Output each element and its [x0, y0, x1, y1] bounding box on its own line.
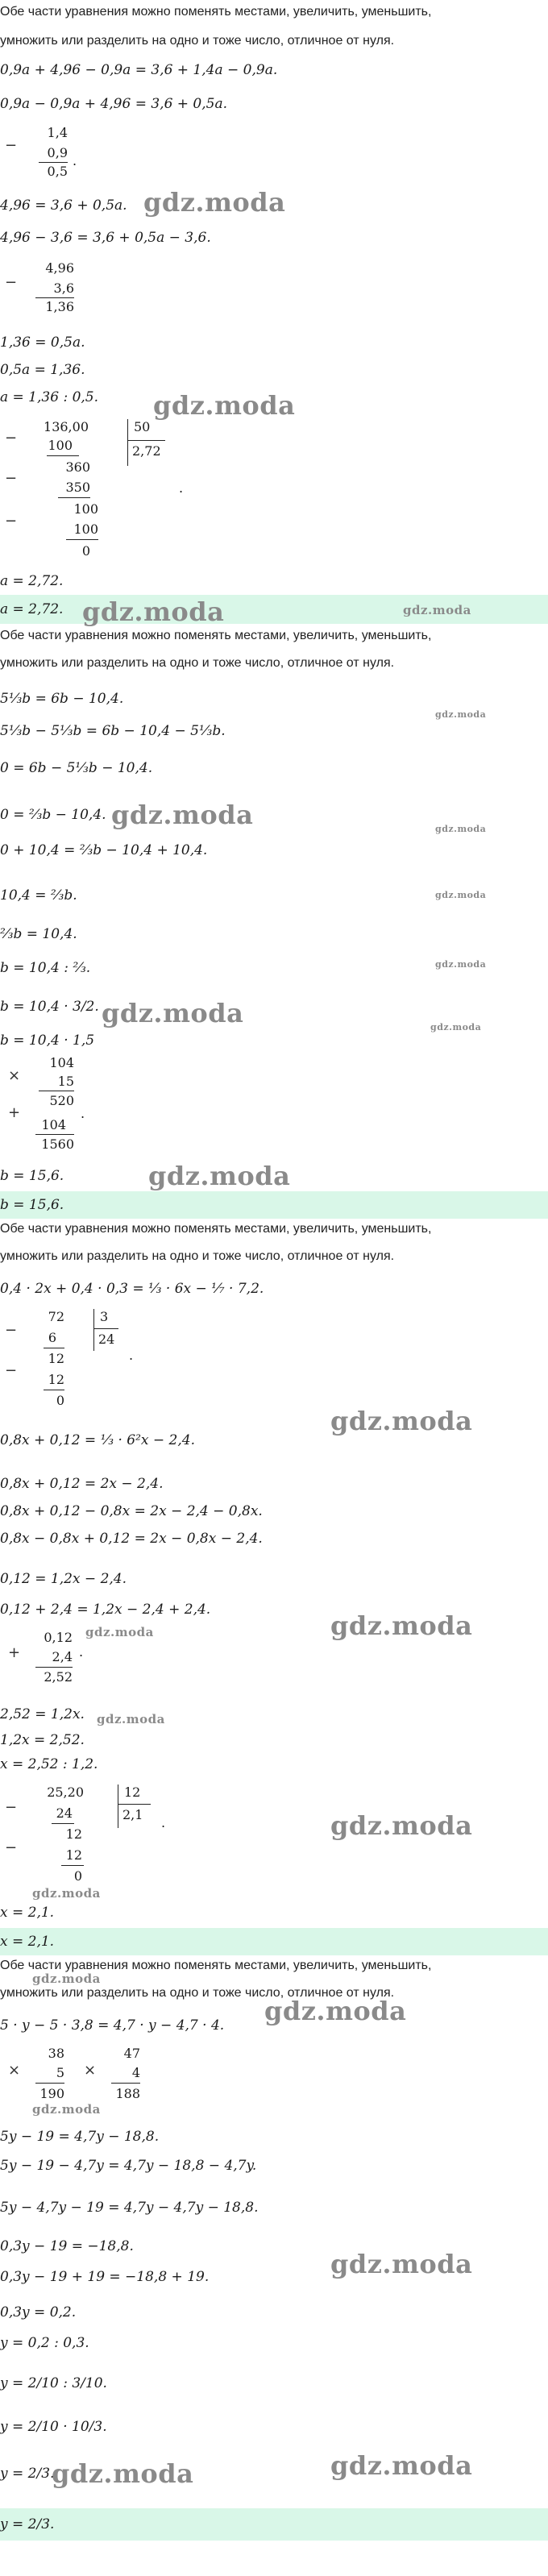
quotient: 2,72	[132, 443, 161, 459]
watermark: gdz.moda	[102, 998, 244, 1028]
watermark: gdz.moda	[330, 1810, 473, 1841]
equation-line: 0,12 = 1,2x − 2,4.	[0, 1571, 127, 1587]
product: 1560	[41, 1136, 74, 1152]
remainder: 12	[48, 1351, 64, 1366]
watermark: gdz.moda	[148, 1161, 291, 1191]
underline	[61, 1865, 84, 1866]
watermark: gdz.moda	[143, 187, 286, 218]
watermark: gdz.moda	[435, 890, 487, 900]
dividend: 136,00	[44, 419, 89, 434]
final-answer: y = 2/3.	[0, 2516, 55, 2532]
operand: 2,4	[52, 1649, 73, 1664]
equation-line: y = 2/10 : 3/10.	[0, 2375, 107, 2391]
equation-line: 0,3y − 19 = −18,8.	[0, 2238, 134, 2254]
equation-line: 0,8x − 0,8x + 0,12 = 2x − 0,8x − 2,4.	[0, 1531, 263, 1547]
quotient: 24	[98, 1332, 115, 1347]
remainder: 0	[56, 1393, 64, 1408]
subtrahend: 12	[65, 1847, 82, 1863]
period: .	[79, 1644, 84, 1660]
operand: 0,9	[47, 145, 68, 160]
underline	[39, 162, 68, 163]
operand: 47	[123, 2046, 140, 2061]
partial-product: 520	[49, 1093, 74, 1108]
operand: 104	[49, 1055, 74, 1070]
solution-1	[0, 0, 548, 629]
times-sign: ×	[8, 2062, 21, 2079]
operand: 3,6	[53, 280, 74, 296]
operand: 5	[56, 2065, 64, 2080]
intro-line-1: Обе части уравнения можно поменять местами, увеличить, уменьшить,	[0, 1222, 432, 1236]
partial-product: 104	[41, 1117, 66, 1132]
intro-line-2: умножить или разделить на одно и тоже число, отличное от нуля.	[0, 34, 395, 48]
equation-line: y = 2/3.	[0, 2466, 55, 2482]
quotient: 2,1	[122, 1807, 143, 1822]
remainder: 100	[73, 501, 98, 517]
minus-sign: −	[5, 1799, 18, 1816]
product: 188	[115, 2086, 140, 2101]
equation-line: 1,36 = 0,5a.	[0, 334, 85, 351]
result: 0,5	[47, 164, 68, 179]
period: .	[161, 1815, 166, 1830]
equation-line: 5y − 19 − 4,7y = 4,7y − 18,8 − 4,7y.	[0, 2158, 257, 2174]
watermark: gdz.moda	[403, 603, 471, 617]
operand: 4,96	[45, 260, 74, 276]
operand: 1,4	[47, 125, 68, 140]
underline	[35, 297, 74, 298]
intro-line-1: Обе части уравнения можно поменять местами, увеличить, уменьшить,	[0, 1959, 432, 1972]
equation-line: 0,4 · 2x + 0,4 · 0,3 = ⅓ · 6x − ⅐ · 7,2.	[0, 1281, 264, 1297]
dividend: 25,20	[47, 1785, 84, 1800]
watermark: gdz.moda	[330, 2450, 473, 2481]
equation-line: 0,8x + 0,12 = 2x − 2,4.	[0, 1476, 164, 1492]
intro-line-1: Обе части уравнения можно поменять местами, увеличить, уменьшить,	[0, 5, 432, 19]
intro-line-1: Обе части уравнения можно поменять местами, увеличить, уменьшить,	[0, 629, 432, 642]
equation-line: 2,52 = 1,2x.	[0, 1706, 85, 1722]
equation-line: 1,2x = 2,52.	[0, 1732, 85, 1748]
equation-line: b = 10,4 · 1,5	[0, 1032, 95, 1049]
watermark: gdz.moda	[435, 824, 487, 834]
remainder: 0	[73, 1868, 82, 1884]
watermark: gdz.moda	[435, 709, 487, 720]
equation-line: x = 2,52 : 1,2.	[0, 1756, 98, 1772]
equation-line: x = 2,1.	[0, 1905, 55, 1921]
final-answer: a = 2,72.	[0, 601, 64, 617]
remainder: 12	[65, 1826, 82, 1842]
dividend: 72	[48, 1309, 64, 1324]
remainder: 0	[81, 543, 90, 559]
equation-line: 5⅓b = 6b − 10,4.	[0, 691, 124, 707]
divisor: 12	[124, 1785, 141, 1800]
underline	[35, 2083, 64, 2084]
equation-line: 0,9a − 0,9a + 4,96 = 3,6 + 0,5a.	[0, 96, 228, 112]
underline	[111, 2083, 140, 2084]
minus-sign: −	[5, 274, 18, 291]
watermark: gdz.moda	[111, 800, 254, 830]
watermark: gdz.moda	[153, 390, 296, 421]
equation-line: 0 = ⅔b − 10,4.	[0, 807, 106, 823]
watermark: gdz.moda	[52, 2458, 194, 2489]
equation-line: 4,96 − 3,6 = 3,6 + 0,5a − 3,6.	[0, 230, 211, 246]
period: .	[129, 1348, 134, 1363]
answer-highlight	[0, 2508, 548, 2541]
watermark: gdz.moda	[82, 596, 225, 627]
division-bar	[93, 1309, 94, 1351]
watermark: gdz.moda	[32, 1886, 101, 1901]
equation-line: 0,5a = 1,36.	[0, 362, 85, 378]
subtrahend: 24	[56, 1805, 73, 1821]
equation-line: y = 2/10 · 10/3.	[0, 2419, 107, 2435]
minus-sign: −	[5, 430, 18, 447]
result: 1,36	[45, 299, 74, 314]
equation-line: 4,96 = 3,6 + 0,5a.	[0, 197, 127, 214]
subtrahend: 6	[48, 1330, 56, 1345]
answer-highlight	[0, 1928, 548, 1955]
watermark: gdz.moda	[32, 2102, 101, 2117]
watermark: gdz.moda	[264, 1996, 407, 2026]
equation-line: 5⅓b − 5⅓b = 6b − 10,4 − 5⅓b.	[0, 723, 226, 739]
result: 2,52	[44, 1669, 73, 1685]
operand: 4	[131, 2065, 140, 2080]
operand: 38	[48, 2046, 64, 2061]
equation-line: 10,4 = ⅔b.	[0, 887, 77, 904]
intro-line-2: умножить или разделить на одно и тоже число, отличное от нуля.	[0, 656, 395, 670]
divisor-underline	[118, 1804, 151, 1805]
minus-sign: −	[5, 1322, 18, 1339]
watermark: gdz.moda	[97, 1712, 165, 1726]
final-answer: b = 15,6.	[0, 1197, 64, 1213]
period: .	[81, 1106, 85, 1121]
subtrahend: 350	[65, 480, 90, 495]
minus-sign: −	[5, 513, 18, 530]
subtrahend: 12	[48, 1372, 64, 1387]
equation-line: 5 · y − 5 · 3,8 = 4,7 · y − 4,7 · 4.	[0, 2017, 225, 2034]
watermark: gdz.moda	[32, 1971, 101, 1986]
underline	[35, 1134, 74, 1135]
equation-line: 0,3y − 19 + 19 = −18,8 + 19.	[0, 2269, 210, 2285]
intro-line-2: умножить или разделить на одно и тоже число, отличное от нуля.	[0, 1986, 395, 2000]
plus-sign: +	[8, 1644, 21, 1661]
equation-line: 5y − 4,7y − 19 = 4,7y − 4,7y − 18,8.	[0, 2200, 259, 2216]
equation-line: 0,3y = 0,2.	[0, 2304, 77, 2320]
watermark: gdz.moda	[330, 1610, 473, 1641]
divisor: 3	[100, 1309, 109, 1324]
answer-highlight	[0, 1191, 548, 1219]
operand: 0,12	[44, 1630, 73, 1645]
watermark: gdz.moda	[85, 1625, 154, 1639]
equation-line: a = 2,72.	[0, 573, 64, 589]
plus-sign: +	[8, 1104, 21, 1121]
divisor-underline	[94, 1328, 118, 1329]
final-answer: x = 2,1.	[0, 1934, 55, 1950]
minus-sign: −	[5, 137, 18, 154]
equation-line: 0,12 + 2,4 = 1,2x − 2,4 + 2,4.	[0, 1602, 211, 1618]
equation-line: b = 15,6.	[0, 1168, 64, 1184]
subtrahend: 100	[48, 438, 73, 453]
divisor-underline	[128, 440, 165, 441]
equation-line: b = 10,4 : ⅔.	[0, 960, 91, 976]
underline	[58, 497, 90, 498]
remainder: 360	[65, 459, 90, 475]
period: .	[179, 480, 184, 496]
underline	[35, 1667, 73, 1668]
minus-sign: −	[5, 470, 18, 487]
underline	[52, 1823, 74, 1824]
equation-line: a = 1,36 : 0,5.	[0, 389, 99, 405]
equation-line: 0,9a + 4,96 − 0,9a = 3,6 + 1,4a − 0,9a.	[0, 62, 278, 78]
times-sign: ×	[8, 1067, 21, 1084]
times-sign: ×	[84, 2062, 97, 2079]
equation-line: b = 10,4 · 3/2.	[0, 999, 99, 1015]
subtrahend: 100	[73, 521, 98, 537]
minus-sign: −	[5, 1839, 18, 1856]
watermark: gdz.moda	[430, 1022, 482, 1032]
underline	[66, 539, 98, 540]
intro-line-2: умножить или разделить на одно и тоже число, отличное от нуля.	[0, 1249, 395, 1263]
watermark: gdz.moda	[435, 959, 487, 970]
divisor: 50	[134, 419, 151, 434]
equation-line: ⅔b = 10,4.	[0, 926, 77, 942]
watermark: gdz.moda	[330, 2249, 473, 2279]
product: 190	[39, 2086, 64, 2101]
equation-line: 0,8x + 0,12 − 0,8x = 2x − 2,4 − 0,8x.	[0, 1503, 263, 1519]
division-bar	[127, 419, 128, 466]
watermark: gdz.moda	[330, 1406, 473, 1436]
underline	[47, 455, 79, 456]
equation-line: 0,8x + 0,12 = ⅓ · 6²x − 2,4.	[0, 1432, 195, 1448]
equation-line: 0 + 10,4 = ⅔b − 10,4 + 10,4.	[0, 842, 208, 858]
period: .	[73, 153, 77, 168]
equation-line: 5y − 19 = 4,7y − 18,8.	[0, 2129, 160, 2145]
operand: 15	[57, 1074, 74, 1089]
equation-line: y = 0,2 : 0,3.	[0, 2335, 89, 2351]
minus-sign: −	[5, 1362, 18, 1379]
equation-line: 0 = 6b − 5⅓b − 10,4.	[0, 760, 153, 776]
